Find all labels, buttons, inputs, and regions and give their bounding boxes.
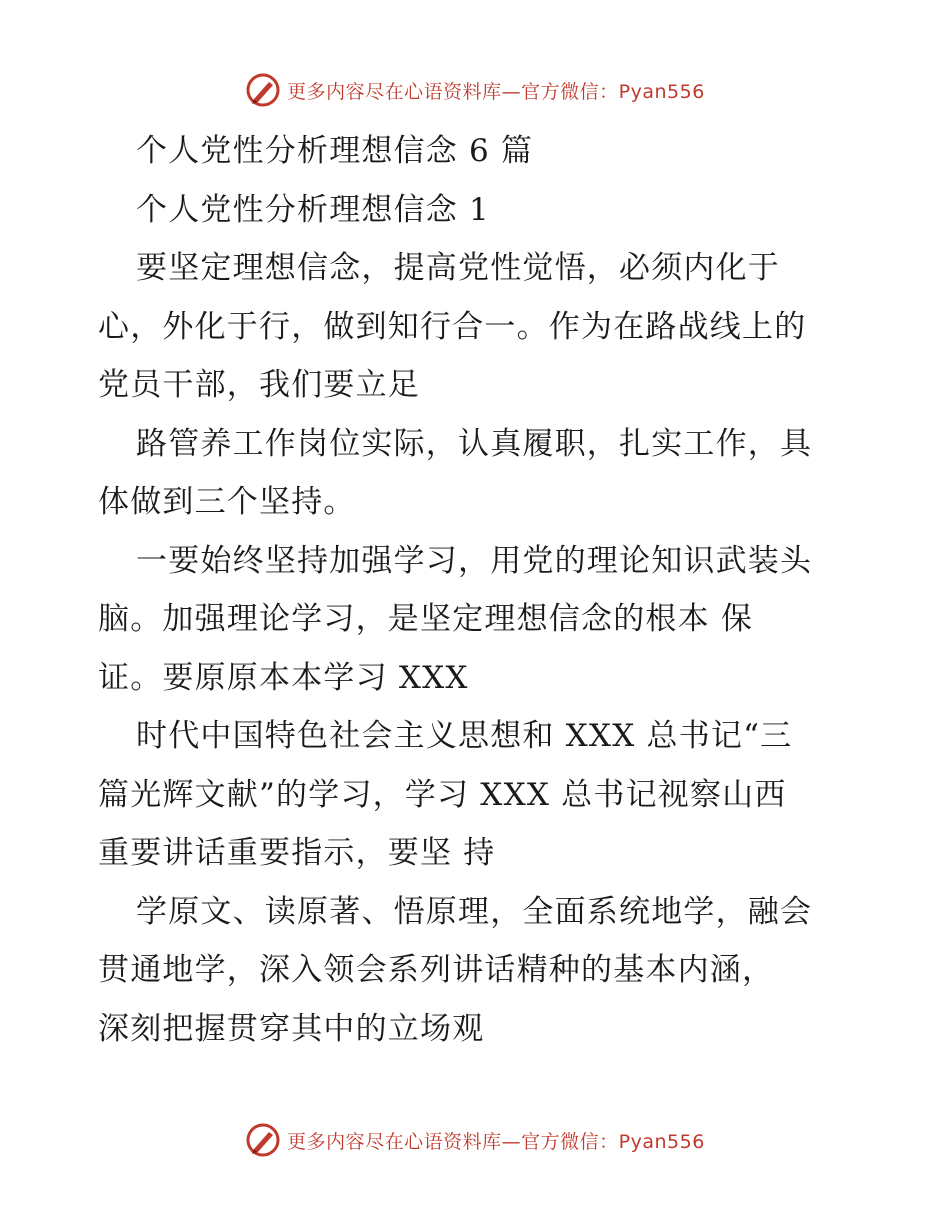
- pen-logo-icon: [245, 72, 281, 108]
- doc-title: 个人党性分析理想信念 6 篇: [136, 133, 534, 169]
- footer-watermark: [0, 1120, 950, 1160]
- paragraph-line: 重要讲话重要指示，要坚 持: [98, 835, 496, 871]
- paragraph-line: 学原文、读原著、悟原理，全面系统地学，融会: [136, 893, 813, 930]
- paragraph-line: 党员干部，我们要立足: [98, 367, 420, 403]
- watermark-text: 更多内容尽在心语资料库—官方微信：Pyan556: [287, 1130, 705, 1153]
- paragraph-line: 脑。加强理论学习，是坚定理想信念的根本 保: [98, 601, 754, 637]
- paragraph-line: 证。要原原本本学习 XXX: [98, 659, 469, 696]
- section-heading: 个人党性分析理想信念 1: [136, 191, 490, 228]
- paragraph-line: 时代中国特色社会主义思想和 XXX 总书记“三: [136, 718, 793, 754]
- paragraph-line: 要坚定理想信念，提高党性觉悟，必须内化于: [136, 250, 780, 286]
- paragraph-line: 一要始终坚持加强学习，用党的理论知识武装头: [136, 542, 813, 579]
- header-watermark: [0, 70, 950, 110]
- paragraph-line: 路管养工作岗位实际，认真履职，扎实工作，具: [136, 425, 813, 462]
- paragraph-line: 深刻把握贯穿其中的立场观: [98, 1010, 485, 1047]
- pen-logo-icon: [245, 1122, 281, 1158]
- paragraph-line: 篇光辉文献”的学习，学习 XXX 总书记视察山西: [98, 776, 787, 813]
- paragraph-line: 体做到三个坚持。: [98, 484, 356, 520]
- document-body: [98, 122, 858, 1058]
- paragraph-line: 心，外化于行，做到知行合一。作为在路战线上的: [98, 308, 807, 345]
- paragraph-line: 贯通地学，深入领会系列讲话精种的基本内涵，: [98, 952, 775, 988]
- watermark-text: 更多内容尽在心语资料库—官方微信：Pyan556: [287, 80, 705, 103]
